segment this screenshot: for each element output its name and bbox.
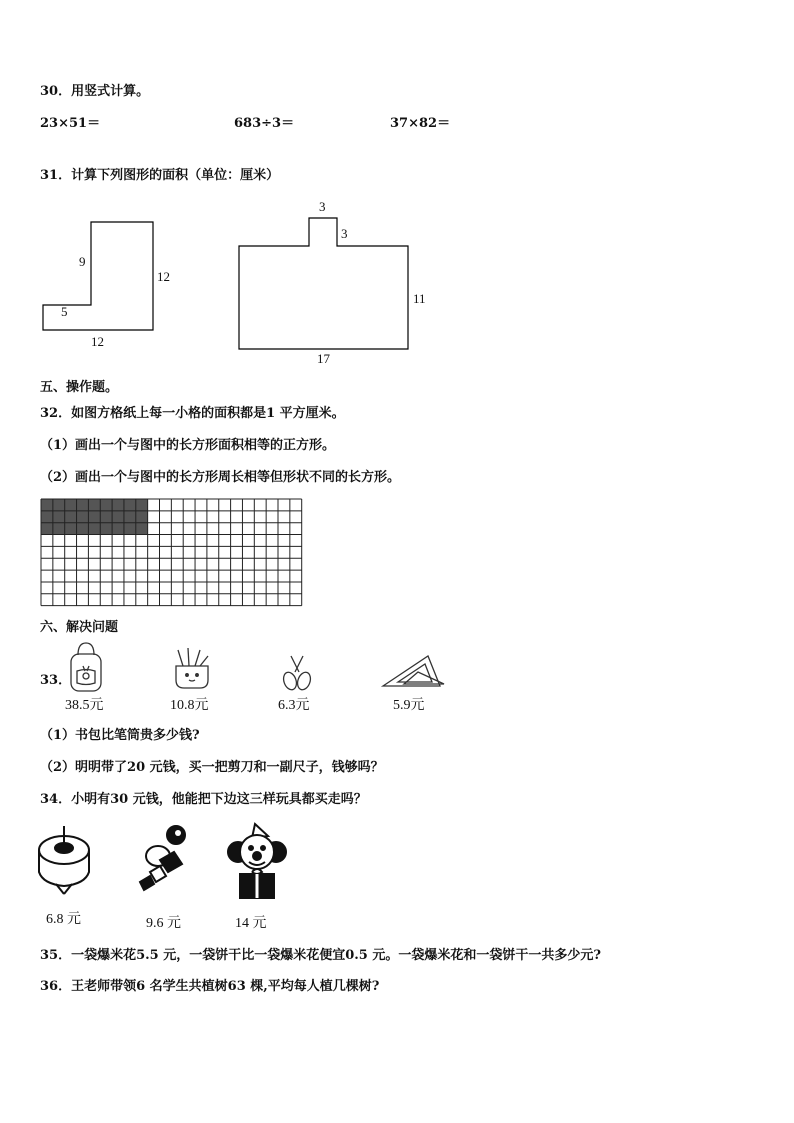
section-5-heading: 五、操作题。 [40,380,119,395]
q30-item-2: 683÷3＝ [234,116,295,131]
q30-title: 30．用竖式计算。 [40,84,150,99]
fig1-right-label: 12 [157,269,170,284]
q36-text: 36．王老师带领6 名学生共植树63 棵,平均每人植几棵树? [40,979,380,994]
section-6-heading: 六、解决问题 [40,620,119,635]
q30-item-3: 37×82＝ [390,116,451,131]
q35-text: 35．一袋爆米花5.5 元，一袋饼干比一袋爆米花便宜0.5 元。一袋爆米花和一袋饼干一共多少元? [40,948,601,963]
q33-number: 33． [40,673,72,688]
toy-telescope-price: 9.6 元 [146,916,181,931]
q32-sub2: （2）画出一个与图中的长方形周长相等但形状不同的长方形。 [40,470,401,485]
pen-holder-price: 10.8元 [170,698,209,713]
q34-title: 34．小明有30 元钱，他能把下边这三样玩具都买走吗？ [40,792,367,807]
q32-sub1: （1）画出一个与图中的长方形面积相等的正方形。 [40,438,336,453]
fig2-right-label: 11 [413,291,426,306]
jack-in-the-box-price: 14 元 [235,916,267,931]
q32-title: 32．如图方格纸上每一小格的面积都是1 平方厘米。 [40,406,345,421]
triangle-ruler-price: 5.9元 [393,698,425,713]
fig2-notch-label: 3 [341,226,348,241]
q33-sub2: （2）明明带了20 元钱，买一把剪刀和一副尺子，钱够吗？ [40,760,384,775]
fig1-bottom-label: 12 [91,334,104,349]
fig1-left-label: 9 [79,254,86,269]
q31-title: 31．计算下列图形的面积（单位：厘米） [40,168,280,183]
fig2-bottom-label: 17 [317,351,330,366]
scissors-price: 6.3元 [278,698,310,713]
q33-sub1: （1）书包比笔筒贵多少钱? [40,728,200,743]
fig2-top-label: 3 [319,199,326,214]
fig1-step-label: 5 [61,304,68,319]
spinning-top-price: 6.8 元 [46,912,81,927]
backpack-price: 38.5元 [65,698,104,713]
q30-item-1: 23×51＝ [40,116,101,131]
